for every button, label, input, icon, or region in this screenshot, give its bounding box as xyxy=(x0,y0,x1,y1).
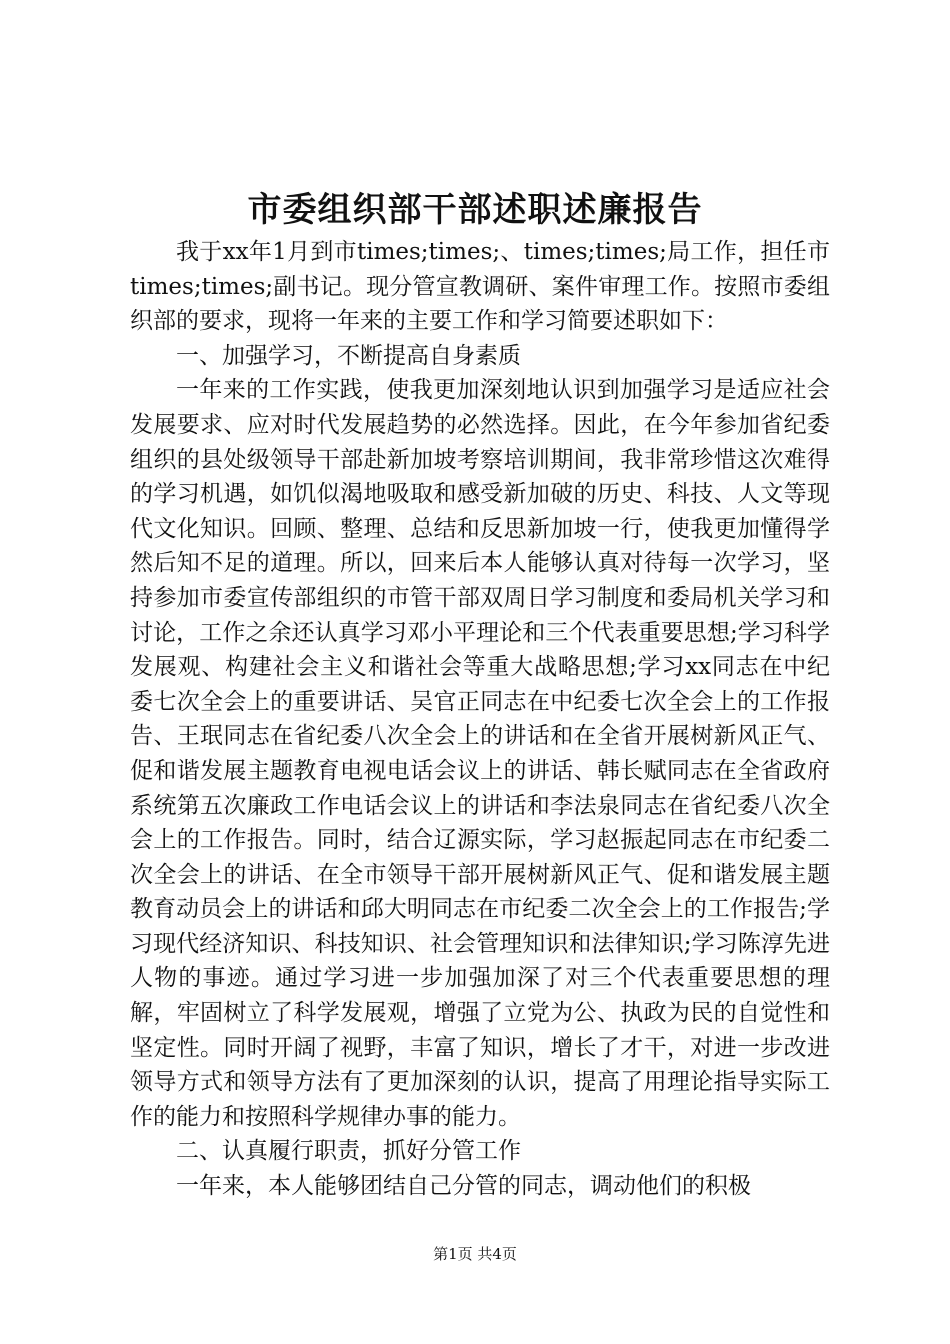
section-1-paragraph: 一年来的工作实践，使我更加深刻地认识到加强学习是适应社会发展要求、应对时代发展趋势的必然选择。因此，在今年参加省纪委组织的县处级领导干部赴新加坡考察培训期间，我非常珍惜这次难得的学习机遇，如饥似渴地吸取和感受新加破的历史、科技、人文等现代文化知识。回顾、整理、总结和反思新加坡一行，使我更加懂得学然后知不足的道理。所以，回来后本人能够认真对待每一次学习，坚持参加市委宣传部组织的市管干部双周日学习制度和委局机关学习和讨论，工作之余还认真学习邓小平理论和三个代表重要思想;学习科学发展观、构建社会主义和谐社会等重大战略思想;学习xx同志在中纪委七次全会上的重要讲话、吴官正同志在中纪委七次全会上的工作报告、王珉同志在省纪委八次全会上的讲话和在全省开展树新风正气、促和谐发展主题教育电视电话会议上的讲话、韩长赋同志在全省政府系统第五次廉政工作电话会议上的讲话和李法泉同志在省纪委八次全会上的工作报告。同时，结合辽源实际，学习赵振起同志在市纪委二次全会上的讲话、在全市领导干部开展树新风正气、促和谐发展主题教育动员会上的讲话和邱大明同志在市纪委二次全会上的工作报告;学习现代经济知识、科技知识、社会管理知识和法律知识;学习陈淳先进人物的事迹。通过学习进一步加强加深了对三个代表重要思想的理解，牢固树立了科学发展观，增强了立党为公、执政为民的自觉性和坚定性。同时开阔了视野，丰富了知识，增长了才干，对进一步改进领导方式和领导方法有了更加深刻的认识，提高了用理论指导实际工作的能力和按照科学规律办事的能力。 xyxy=(130,377,830,1130)
document-title: 市委组织部干部述职述廉报告 xyxy=(247,190,703,230)
document-body xyxy=(130,235,830,1204)
section-heading-1: 一、加强学习，不断提高自身素质 xyxy=(176,342,521,369)
section-heading-2: 二、认真履行职责，抓好分管工作 xyxy=(176,1138,521,1165)
section-2-paragraph: 一年来，本人能够团结自己分管的同志，调动他们的积极 xyxy=(176,1173,751,1200)
page-footer: 第1页 共4页 xyxy=(433,1245,517,1263)
intro-paragraph: 我于xx年1月到市times;times;、times;times;局工作，担任市times;times;副书记。现分管宣教调研、案件审理工作。按照市委组织部的要求，现将一年来的主要工作和学习简要述职如下： xyxy=(130,239,830,335)
